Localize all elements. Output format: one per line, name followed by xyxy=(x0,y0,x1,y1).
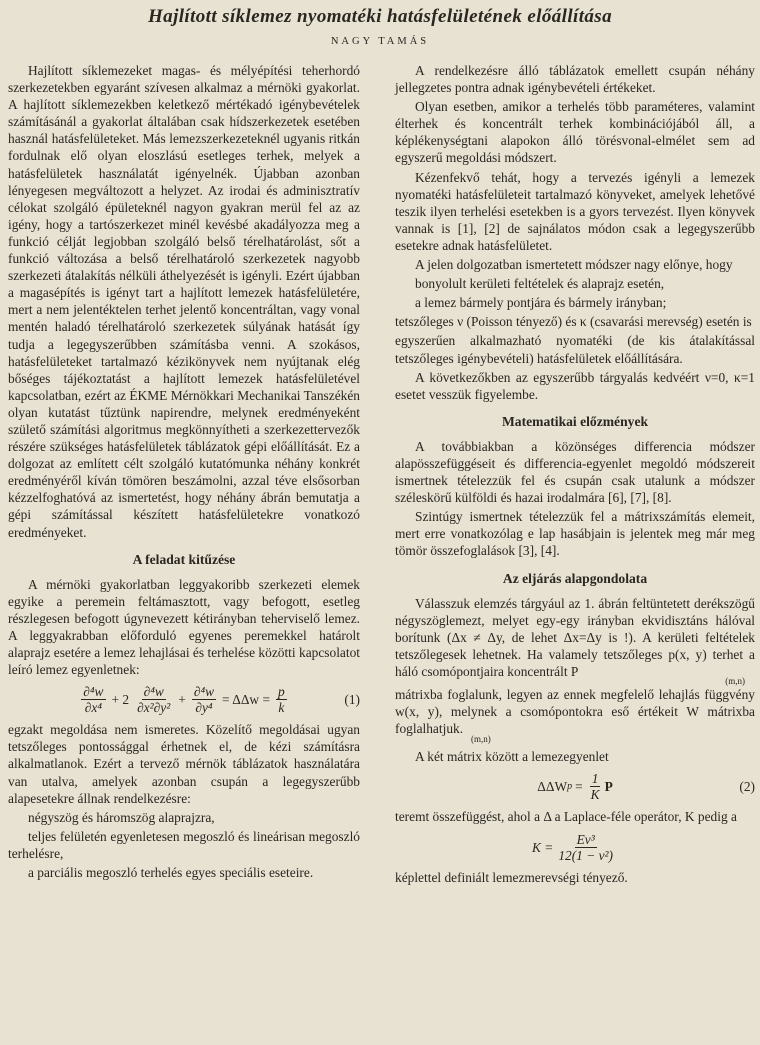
paragraph-text: mátrixba foglalhatjuk. xyxy=(395,704,755,737)
right-column xyxy=(395,62,755,1045)
paragraph: képlettel definiált lemezmerevségi tényező. xyxy=(395,869,628,885)
paragraph xyxy=(395,686,755,737)
eq-numerator: p xyxy=(278,684,285,700)
section-heading: A feladat kitűzése xyxy=(132,551,236,567)
paragraph: Olyan esetben, amikor a terhelés több paraméteres, valamint élterhek és koncentrált terhek kombinációjából áll, a képlékenységtani alapokon álló törésvonal-elmélet sem ad egyszerű megoldási módszert. xyxy=(395,99,755,166)
paragraph: A következőkben az egyszerűbb tárgyalás kedvéért ν=0, κ=1 esetet vesszük figyelembe. xyxy=(395,369,755,402)
paragraph: Válasszuk elemzés tárgyául az 1. ábrán feltüntetett derékszögű négyszöglemezt, melyet egy-egy irányban ekvidisztáns hálóval borítunk (Δx ≠ Δy, de lehet Δx=Δy is !). A kerületi feltételek tetszőlegesek lehetnek. Ha valamely tetszőleges p(x, y) terhet a háló csomópontjaira koncentrált P xyxy=(395,595,755,679)
eq-numerator: ∂⁴w xyxy=(143,684,164,700)
equation-number: (1) xyxy=(344,692,360,708)
eq-operator: = xyxy=(575,779,583,795)
paragraph: teremt összefüggést, ahol a Δ a Laplace-féle operátor, K pedig a xyxy=(395,809,737,825)
eq-denominator: ∂x⁴ xyxy=(84,700,102,716)
eq-denominator: k xyxy=(278,700,285,716)
eq-numerator: ∂⁴w xyxy=(193,684,215,700)
paragraph-text: mátrixba foglalunk, legyen az ennek megfelelő lehajlás függvény w(x, y), melynek a csomópontokra eső értékeit W xyxy=(395,687,755,720)
list-item: a parciális megoszló terhelés egyes speciális eseteire. xyxy=(28,865,314,881)
eq-denominator: ∂y⁴ xyxy=(195,700,213,716)
eq-numerator: ∂⁴w xyxy=(83,684,104,700)
paragraph: A mérnöki gyakorlatban leggyakoribb szerkezeti elemek egyike a peremein feltámasztott, vagy befogott, esetleg részlegesen befogott úgynevezett kétirányban teherviselő lemez. A leggyakrabban előforduló egyenes peremekkel határolt alaprajz esetére a lemez lehajlásai és terhelése közötti kapcsolatot leíró lemez egyenletnek: xyxy=(8,576,360,678)
equation-1 xyxy=(8,684,360,715)
eq-numerator: 1 xyxy=(591,771,599,787)
equation-number: (2) xyxy=(739,779,755,795)
eq-operator: + 2 xyxy=(111,692,130,708)
eq-denominator: 12(1 − ν²) xyxy=(558,847,614,863)
paragraph: egzakt megoldása nem ismeretes. Közelítő megoldásai ugyan tetszőleges pontossággal érhetnek el, de kézi számításra alkalmatlanok. Ezért a tervező mérnök táblázatok használatára van utalva, amelyek azonban csupán a legegyszerűbb alapesetekre állnak rendelkezésre: xyxy=(8,722,360,806)
paper-title: Hajlított síklemez nyomatéki hatásfelületének előállítása xyxy=(147,6,612,27)
equation-3 xyxy=(395,832,755,863)
intro-paragraph: Hajlított síklemezeket magas- és mélyépítési teherhordó szerkezetekben egyaránt szívesen alkalmaz a mérnöki gyakorlat. A hajlított síklemezekben keletkező mértékadó igénybevételek számításánál a gyakorlat általában csak hídszerkezetek esetében használ hatásfelületeket. Más lemezszerkezeteknél ugyanis ritkán fordulnak elő olyan eloszlású esetleges terhek, melyek a hatásfelületek használatát igényelnék. Újabban azonban lényegesen megváltozott a helyzet. Az irodai és adminisztratív célokat szolgáló épületeknél nagyon gyakran merül fel az az igény, hogy a tartószerkezet minél kevésbé akadályozza meg a funkció célját legjobban szolgáló belső térelhatárolást, sőt a funkció változása a belső térelhatároló szerkezetek nagyobb szerkezeti átalakítás nélküli áthelyezését is igényli. Ezért újabban a magasépítés is igényt tart a hajlított lemezek hatásfelületére, mert a nem jelentéktelen terhet jelentő koncentráltan, vagy vonal mentén haladó térelhatároló szerkezetek súlyának hatását így tudja a legegyszerűbben számításba venni. A szokásos, hatásfelületeket tartalmazó kézikönyvek nem nyújtanak elég bőséges tájékoztatást a hajlított lemezek hatásfelületével kapcsolatban, ezért az ÉKME Mérnökkari Mechanikai Tanszékén olyan kutatást tűztünk napirendre, melynek eredményeként születő számítási algoritmus megkönnyítheti a szerkezettervezők részére szükséges hatásfelületek táblázatok gépi előállítását. Ez a dolgozat az említett célt szolgáló kutatómunka néhány konkrét eredményéről kíván tömören beszámolni, azzal téve elsősorban kézzelfoghatóvá az ismertetést, hogy néhány ábrán bemutatja a gépi számítással készített hatásfelületekre vonatkozó eredményeket. xyxy=(8,63,360,540)
eq-operator: + xyxy=(178,692,186,708)
section-heading: Az eljárás alapgondolata xyxy=(502,570,648,586)
subscript-note: (m,n) xyxy=(725,676,745,687)
paragraph: Kézenfekvő tehát, hogy a tervezés igényli a lemezek nyomatéki hatásfelületeit tartalmazó könyveket, amelyek lehetővé teszik ilyen terhelési esetekben is a gyors tervezést. Ilyen könyvek vannak is [1], [2] de sajnálatos módon csak a legegyszerűbb esetekre adnak hatásfelületet. xyxy=(395,169,755,253)
subscript-note: (m,n) xyxy=(471,734,491,745)
paper-author: NAGY TAMÁS xyxy=(330,36,430,47)
eq-subscript: p xyxy=(567,781,573,793)
list-item: bonyolult kerületi feltételek és alaprajz esetén, xyxy=(415,276,665,292)
equation-2 xyxy=(395,771,755,802)
paragraph: A továbbiakban a közönséges differencia módszer alapösszefüggéseit és differencia-egyenlet megoldó módszereit ismertnek tételezzük fel és csupán csak utalunk a módszer széleskörű külföldi és hazai irodalmára [6], [7], [8]. xyxy=(395,438,755,506)
eq-operator: = ΔΔw = xyxy=(222,692,270,708)
left-column xyxy=(8,62,360,1045)
eq-denominator: K xyxy=(590,787,600,803)
list-item: tetszőleges ν (Poisson tényező) és κ (csavarási merevség) esetén is xyxy=(395,314,752,330)
eq-lhs: K = xyxy=(531,839,554,855)
eq-denominator: ∂x²∂y² xyxy=(137,700,171,716)
eq-rhs: P xyxy=(604,779,613,795)
eq-lhs: ΔΔW xyxy=(537,779,568,795)
paragraph: Szintúgy ismertnek tételezzük fel a mátrixszámítás elemeit, mert erre vonatkozólag e lap hasábjain is jelentek meg már meg tömör összefoglalások [3], [4]. xyxy=(395,509,755,559)
list-item: a lemez bármely pontjára és bármely irányban; xyxy=(415,295,667,311)
paragraph: A jelen dolgozatban ismertetett módszer nagy előnye, hogy xyxy=(415,257,733,273)
list-item: teljes felületén egyenletesen megoszló és lineárisan megoszló terhelésre, xyxy=(8,828,360,861)
paragraph: A két mátrix között a lemezegyenlet xyxy=(415,749,609,765)
list-item: egyszerűen alkalmazható nyomatéki (de kis átalakítással tetszőleges igénybevételi) hatásfelületek előállítására. xyxy=(395,333,755,366)
list-item: négyszög és háromszög alaprajzra, xyxy=(28,809,215,825)
section-heading: Matematikai előzmények xyxy=(501,413,649,429)
paragraph: A rendelkezésre álló táblázatok emellett csupán néhány jellegzetes pontra adnak igénybevételi értékeket. xyxy=(395,63,755,96)
eq-numerator: Ev³ xyxy=(576,831,595,847)
